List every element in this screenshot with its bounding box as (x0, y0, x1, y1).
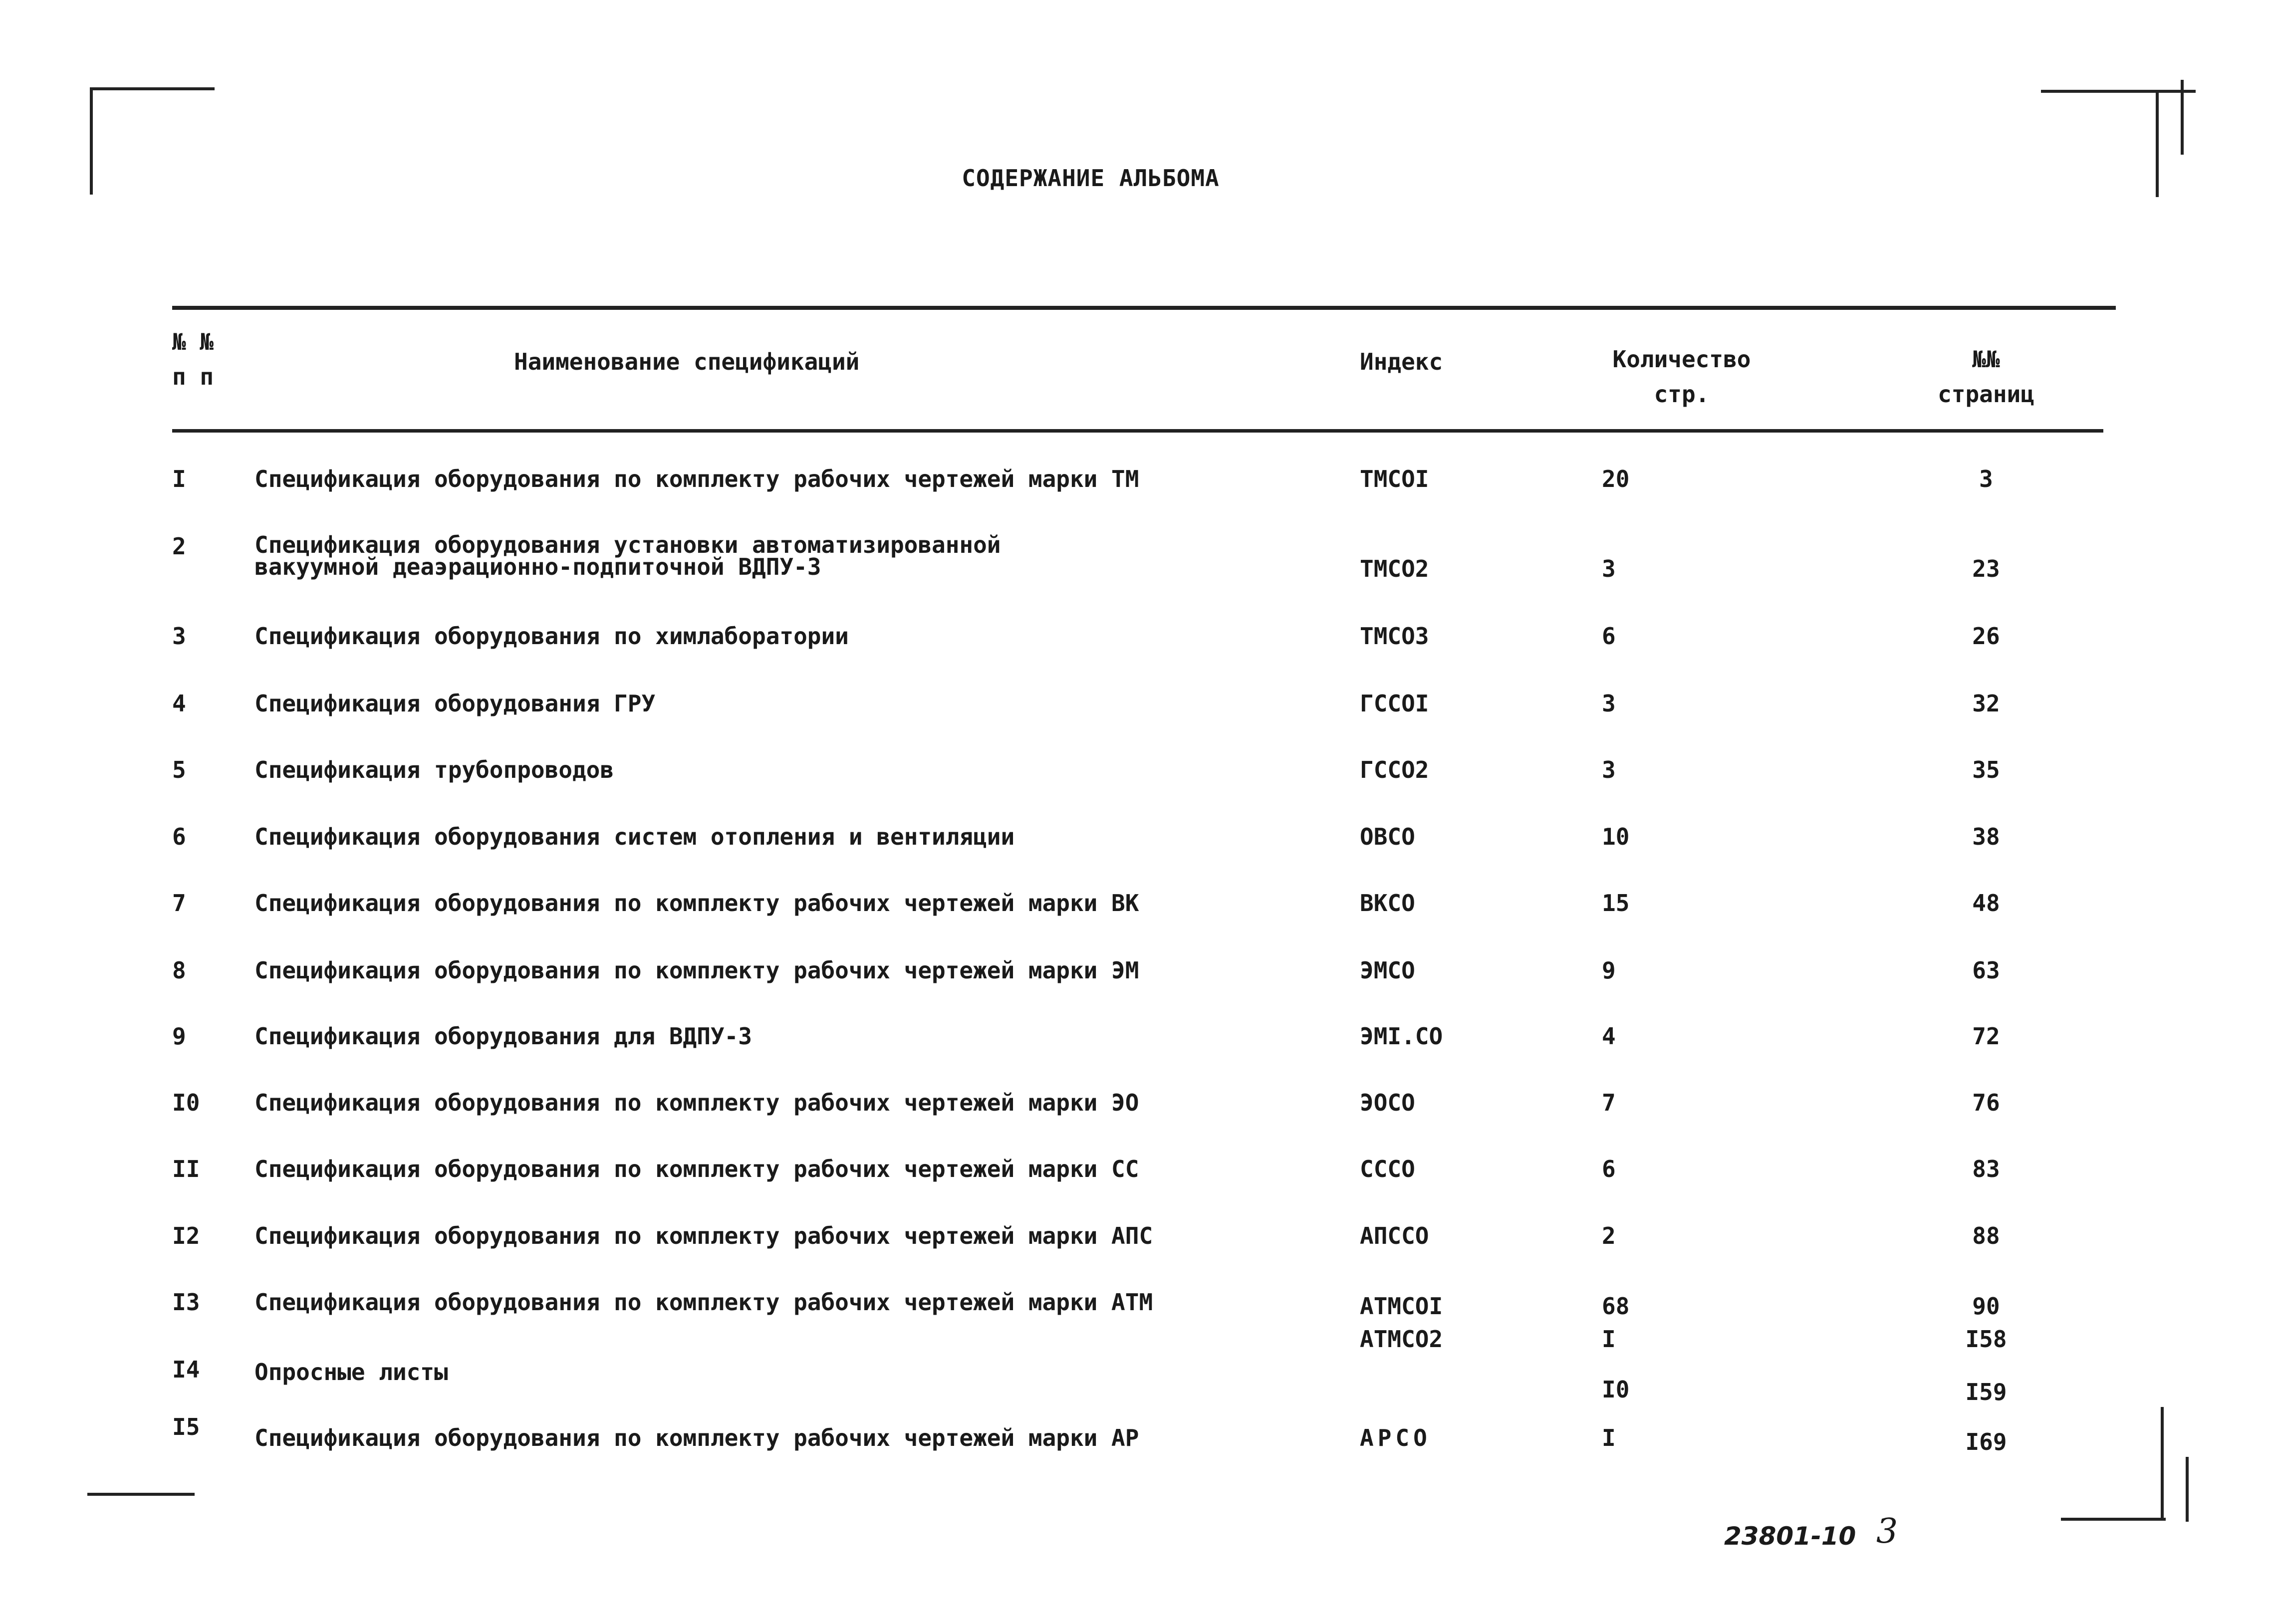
row-number: I4 (172, 1356, 200, 1383)
table-row (0, 1024, 2271, 1084)
table-row (0, 824, 2271, 884)
row-number: 8 (172, 957, 186, 984)
row-number: I0 (172, 1089, 200, 1116)
row-name: Спецификация оборудования по комплекту рабочих чертежей марки АПС (254, 1222, 1153, 1249)
row-name: Спецификация оборудования установки автоматизированной вакуумной деаэрационно-подпиточной ВДПУ-3 (254, 531, 1001, 580)
table-row (0, 624, 2271, 684)
header-num (172, 324, 252, 394)
row-count: I (1602, 1424, 1616, 1451)
row-name: Спецификация оборудования по комплекту рабочих чертежей марки АТМ (254, 1289, 1153, 1316)
header-pages-line1: №№ (1972, 346, 2000, 373)
table-row (0, 891, 2271, 950)
row-number: 7 (172, 890, 186, 917)
table-row (0, 1290, 2271, 1355)
row-page: 90 I58 (1965, 1293, 2007, 1353)
header-pages-line2: страниц (1938, 381, 2034, 408)
row-count: I0 (1602, 1376, 1630, 1403)
table-row (0, 1357, 2271, 1417)
table-row (0, 958, 2271, 1018)
row-count: 68 I (1602, 1293, 1630, 1353)
row-name: Спецификация оборудования по комплекту рабочих чертежей марки СС (254, 1156, 1139, 1182)
row-page: 32 (1972, 690, 2000, 717)
row-index: ЭОСО (1360, 1089, 1415, 1116)
row-count: 3 (1602, 690, 1616, 717)
row-page: 38 (1972, 823, 2000, 850)
header-count-line1: Количество (1612, 346, 1751, 373)
row-number: I (172, 465, 186, 492)
row-page: 26 (1972, 623, 2000, 650)
row-page: 3 (1979, 465, 1993, 492)
row-count: 3 (1602, 756, 1616, 783)
row-index: АРСО (1360, 1424, 1431, 1451)
header-index: Индекс (1360, 348, 1443, 375)
row-name: Опросные листы (254, 1359, 448, 1386)
row-index: ТМСОI (1360, 465, 1429, 492)
row-name: Спецификация оборудования по комплекту рабочих чертежей марки ЭМ (254, 957, 1139, 984)
table-row (0, 691, 2271, 751)
frame-mark-bottom-right-horizontal (2061, 1518, 2166, 1521)
row-number: I5 (172, 1413, 200, 1440)
document-code: 23801-10 (1724, 1522, 1856, 1551)
row-count: 15 (1602, 890, 1630, 917)
row-index: ГССО2 (1360, 756, 1429, 783)
frame-mark-bottom-left-horizontal (87, 1493, 195, 1496)
row-page: I59 (1965, 1379, 2007, 1405)
header-pages (1906, 342, 2066, 412)
row-count: 4 (1602, 1023, 1616, 1050)
row-name: Спецификация оборудования по комплекту рабочих чертежей марки АР (254, 1424, 1139, 1451)
table-header-rule (172, 429, 2103, 433)
row-name: Спецификация оборудования по комплекту рабочих чертежей марки ВК (254, 890, 1139, 917)
header-num-line1: № № (172, 328, 214, 355)
frame-mark-top-right-horizontal (2041, 90, 2196, 93)
row-page: 76 (1972, 1089, 2000, 1116)
row-index: ГССОI (1360, 690, 1429, 717)
row-index: ТМСО2 (1360, 555, 1429, 582)
table-row (0, 466, 2271, 526)
row-index: ЭМСО (1360, 957, 1415, 984)
row-name: Спецификация оборудования по химлаборатории (254, 623, 849, 650)
row-page: 72 (1972, 1023, 2000, 1050)
row-name: Спецификация оборудования по комплекту рабочих чертежей марки ЭО (254, 1089, 1139, 1116)
row-number: I2 (172, 1222, 200, 1249)
row-count: 6 (1602, 1156, 1616, 1182)
row-count: 6 (1602, 623, 1616, 650)
row-index: АТМСОI АТМСО2 (1360, 1293, 1443, 1353)
row-index: ОВСО (1360, 823, 1415, 850)
table-row (0, 1157, 2271, 1216)
row-name: Спецификация оборудования ГРУ (254, 690, 656, 717)
table-top-rule (172, 306, 2116, 310)
page-number: 3 (1876, 1512, 1898, 1551)
table-row (0, 1414, 2271, 1474)
row-index: ТМСО3 (1360, 623, 1429, 650)
row-number: 3 (172, 623, 186, 650)
table-row (0, 531, 2271, 594)
row-page: 23 (1972, 555, 2000, 582)
row-number: 4 (172, 690, 186, 717)
row-number: 2 (172, 533, 186, 560)
row-number: 9 (172, 1023, 186, 1050)
page-title: СОДЕРЖАНИЕ АЛЬБОМА (962, 165, 1220, 192)
row-name: Спецификация трубопроводов (254, 756, 614, 783)
row-number: 6 (172, 823, 186, 850)
header-num-line2: п п (172, 363, 214, 390)
row-name: Спецификация оборудования по комплекту рабочих чертежей марки ТМ (254, 465, 1139, 492)
row-count: 20 (1602, 465, 1630, 492)
row-number: II (172, 1156, 200, 1182)
row-index: СССО (1360, 1156, 1415, 1182)
row-index: ВКСО (1360, 890, 1415, 917)
row-name: Спецификация оборудования для ВДПУ-3 (254, 1023, 752, 1050)
row-index: АПССО (1360, 1222, 1429, 1249)
table-row (0, 1223, 2271, 1283)
row-page: 35 (1972, 756, 2000, 783)
row-name: Спецификация оборудования систем отопления и вентиляции (254, 823, 1015, 850)
frame-mark-top-left-horizontal (90, 87, 215, 90)
row-number: 5 (172, 756, 186, 783)
row-page: 48 (1972, 890, 2000, 917)
row-count: 7 (1602, 1089, 1616, 1116)
row-index: ЭМI.СО (1360, 1023, 1443, 1050)
row-page: I69 (1965, 1428, 2007, 1455)
header-count-line2: стр. (1654, 381, 1710, 408)
header-name: Наименование спецификаций (514, 348, 860, 375)
row-number: I3 (172, 1289, 200, 1316)
frame-mark-top-right-vertical-2 (2181, 80, 2184, 155)
row-count: 3 (1602, 555, 1616, 582)
row-count: 10 (1602, 823, 1630, 850)
row-count: 2 (1602, 1222, 1616, 1249)
header-count (1592, 342, 1771, 412)
row-page: 63 (1972, 957, 2000, 984)
row-page: 88 (1972, 1222, 2000, 1249)
row-page: 83 (1972, 1156, 2000, 1182)
table-row (0, 757, 2271, 817)
row-count: 9 (1602, 957, 1616, 984)
table-row (0, 1090, 2271, 1150)
